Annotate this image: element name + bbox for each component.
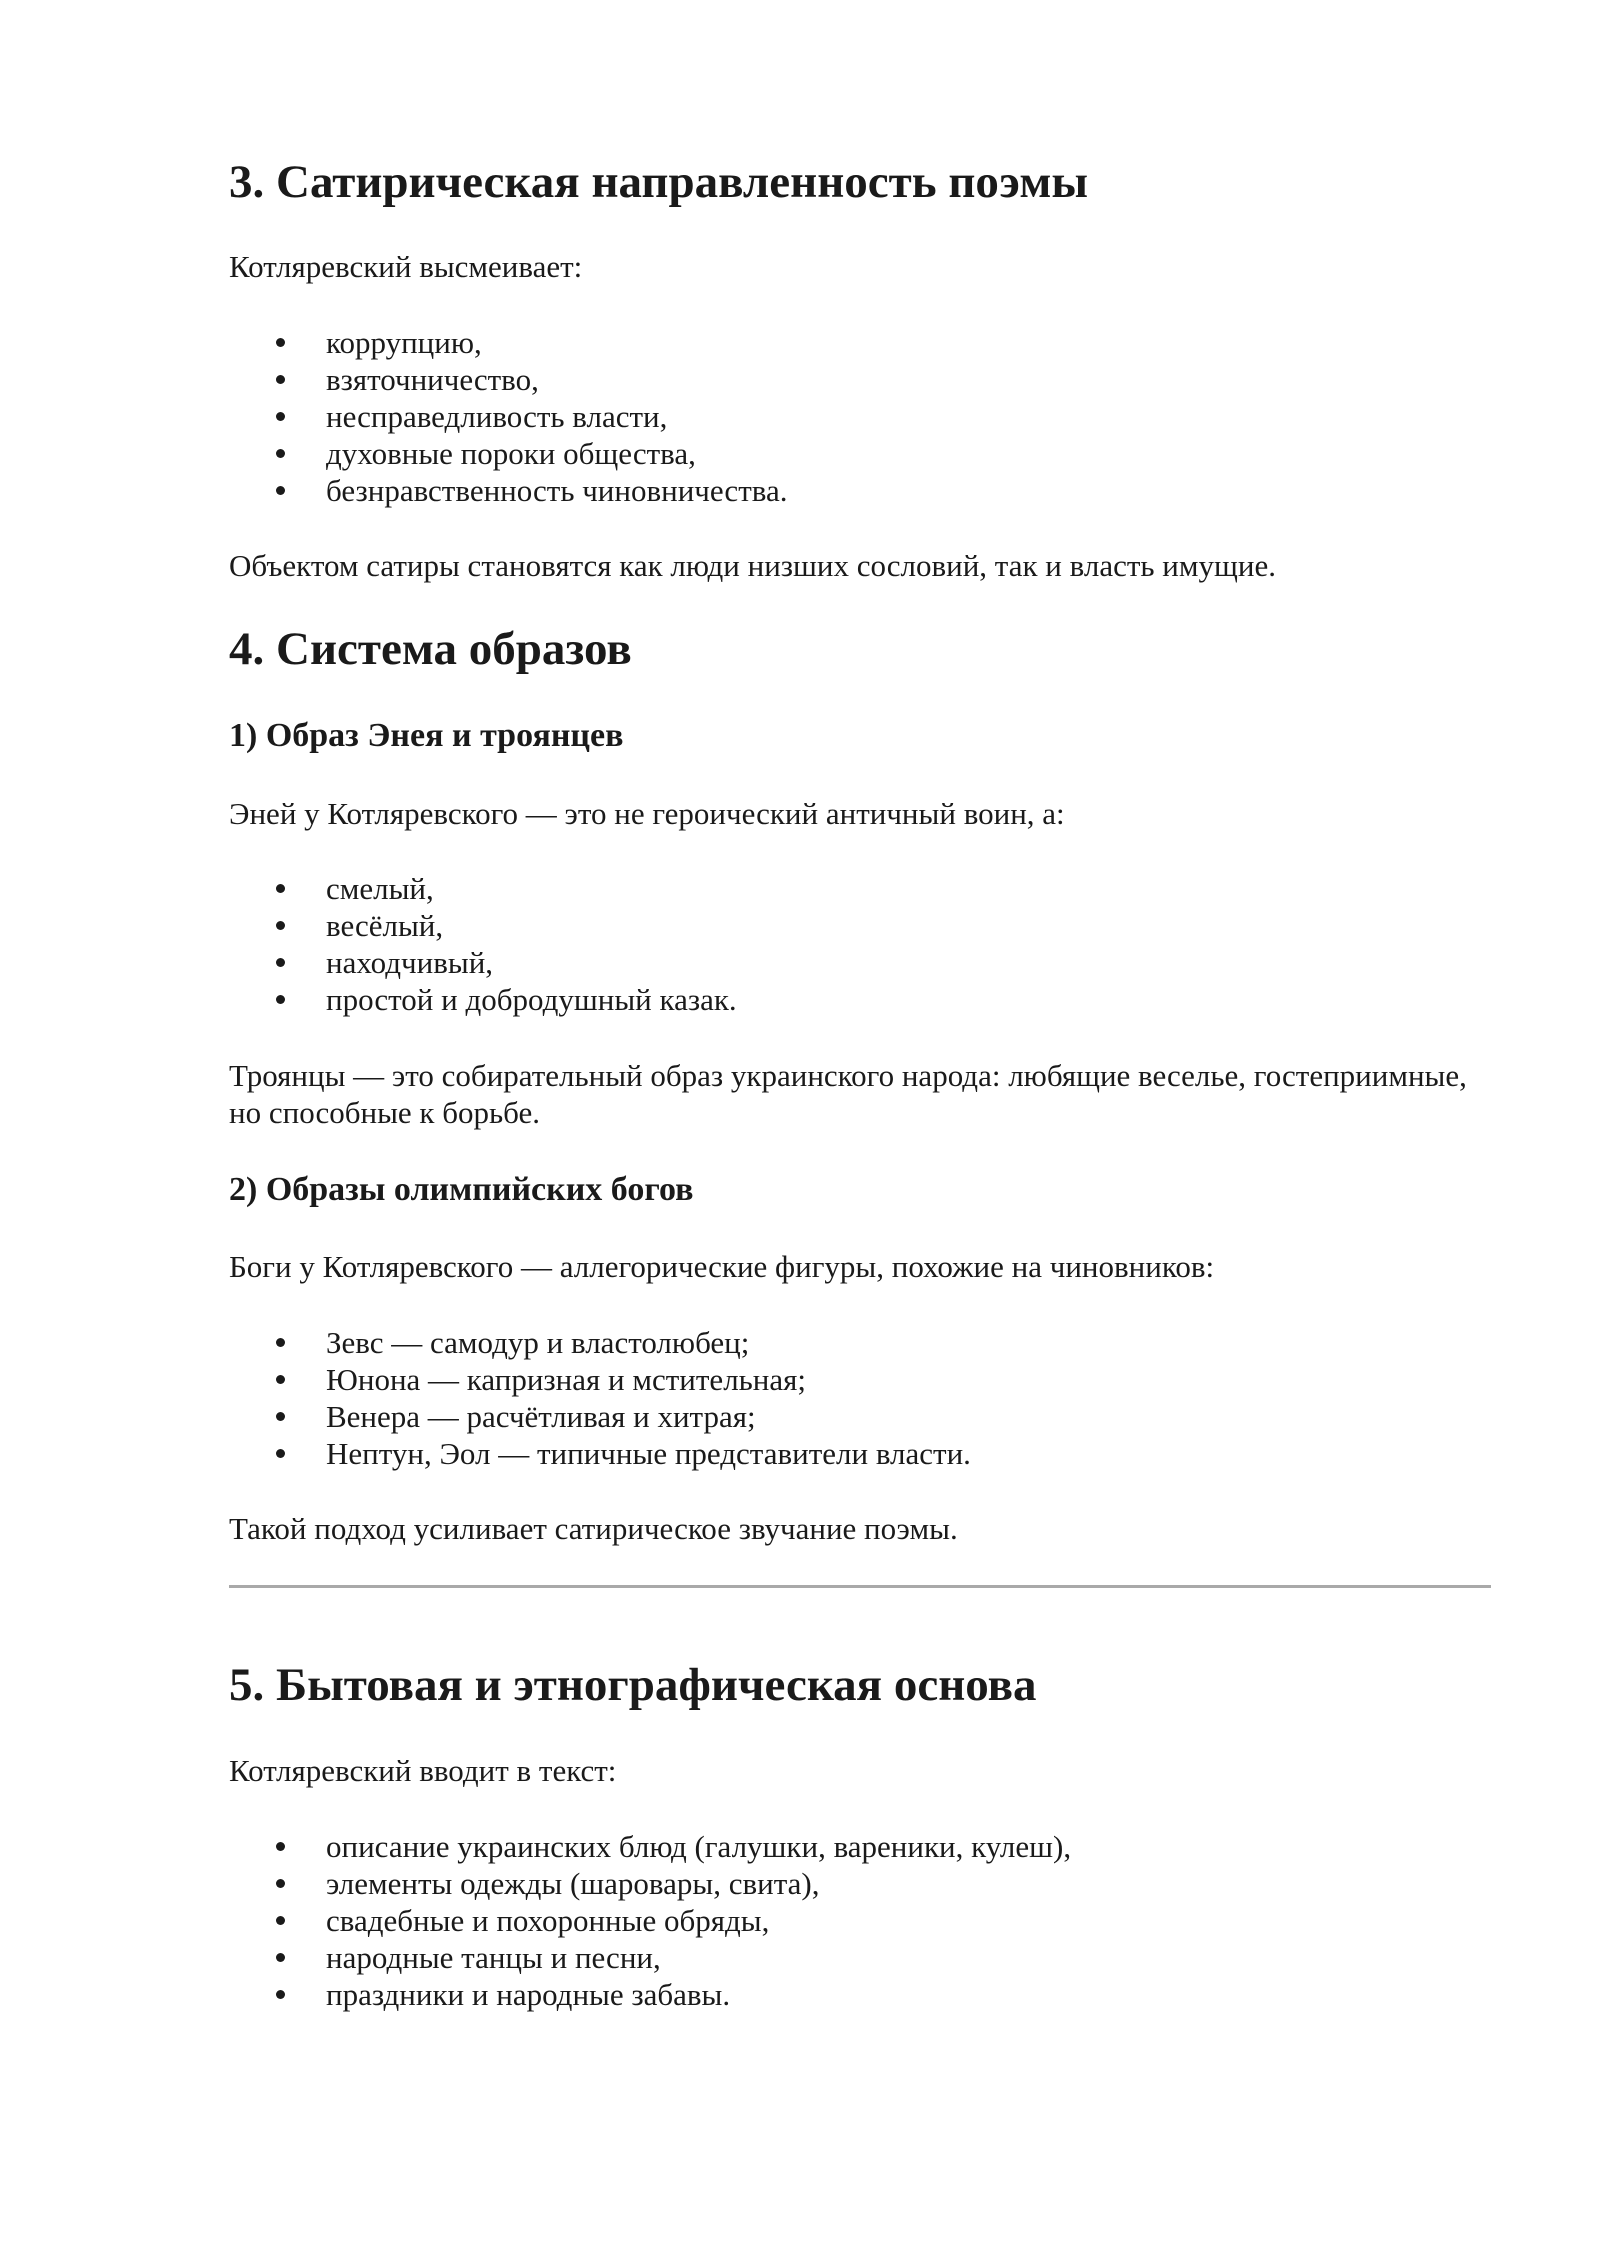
- section-5-heading: 5. Бытовая и этнографическая основа: [229, 1659, 1037, 1711]
- list-item-text: праздники и народные забавы.: [326, 1977, 731, 2012]
- subsection-1-list: [229, 870, 737, 1018]
- list-item-text: простой и добродушный казак.: [326, 982, 737, 1017]
- bullet-icon: [276, 1916, 285, 1925]
- list-item-text: весёлый,: [326, 908, 444, 943]
- bullet-icon: [276, 412, 285, 421]
- list-item-text: Нептун, Эол — типичные представители власти.: [326, 1436, 971, 1471]
- bullet-icon: [276, 921, 285, 930]
- subsection-2-conclusion: Такой подход усиливает сатирическое звучание поэмы.: [229, 1511, 958, 1546]
- bullet-icon: [276, 338, 285, 347]
- list-item: [229, 870, 737, 907]
- list-item-text: элементы одежды (шаровары, свита),: [326, 1866, 820, 1901]
- list-item: [229, 435, 787, 472]
- list-item-text: народные танцы и песни,: [326, 1940, 661, 1975]
- list-item: [229, 1976, 1071, 2013]
- section-3-list: [229, 324, 787, 509]
- list-item: [229, 1361, 971, 1398]
- list-item: [229, 1435, 971, 1472]
- bullet-icon: [276, 1412, 285, 1421]
- bullet-icon: [276, 1953, 285, 1962]
- list-item: [229, 1828, 1071, 1865]
- list-item: [229, 1902, 1071, 1939]
- bullet-icon: [276, 375, 285, 384]
- list-item: [229, 361, 787, 398]
- subsection-1-conclusion: Троянцы — это собирательный образ украинского народа: любящие веселье, гостеприимные, но способные к борьбе.: [229, 1058, 1467, 1130]
- list-item-text: смелый,: [326, 871, 434, 906]
- subsection-2-list: [229, 1324, 971, 1472]
- list-item-text: описание украинских блюд (галушки, вареники, кулеш),: [326, 1829, 1072, 1864]
- section-5-list: [229, 1828, 1071, 2013]
- bullet-icon: [276, 884, 285, 893]
- list-item: [229, 324, 787, 361]
- list-item-text: безнравственность чиновничества.: [326, 473, 788, 508]
- list-item: [229, 472, 787, 509]
- bullet-icon: [276, 1338, 285, 1347]
- subsection-1-intro: Эней у Котляревского — это не героический античный воин, а:: [229, 796, 1065, 831]
- list-item-text: свадебные и похоронные обряды,: [326, 1903, 770, 1938]
- subsection-1-heading: 1) Образ Энея и троянцев: [229, 717, 624, 754]
- subsection-2-heading: 2) Образы олимпийских богов: [229, 1171, 694, 1208]
- bullet-icon: [276, 1449, 285, 1458]
- list-item: [229, 398, 787, 435]
- bullet-icon: [276, 449, 285, 458]
- list-item: [229, 1939, 1071, 1976]
- bullet-icon: [276, 486, 285, 495]
- section-3-conclusion: Объектом сатиры становятся как люди низших сословий, так и власть имущие.: [229, 548, 1276, 583]
- section-4-heading: 4. Система образов: [229, 623, 632, 675]
- section-3-intro: Котляревский высмеивает:: [229, 249, 583, 284]
- list-item-text: несправедливость власти,: [326, 399, 668, 434]
- list-item: [229, 1398, 971, 1435]
- list-item-text: Венера — расчётливая и хитрая;: [326, 1399, 756, 1434]
- horizontal-divider: [229, 1585, 1491, 1588]
- section-3-heading: 3. Сатирическая направленность поэмы: [229, 156, 1089, 208]
- bullet-icon: [276, 995, 285, 1004]
- subsection-2-intro: Боги у Котляревского — аллегорические фигуры, похожие на чиновников:: [229, 1249, 1215, 1284]
- list-item-text: духовные пороки общества,: [326, 436, 696, 471]
- list-item-text: Зевс — самодур и властолюбец;: [326, 1325, 750, 1360]
- list-item: [229, 981, 737, 1018]
- list-item: [229, 1865, 1071, 1902]
- bullet-icon: [276, 1879, 285, 1888]
- list-item-text: находчивый,: [326, 945, 494, 980]
- bullet-icon: [276, 1375, 285, 1384]
- list-item: [229, 1324, 971, 1361]
- bullet-icon: [276, 1990, 285, 1999]
- list-item-text: Юнона — капризная и мстительная;: [326, 1362, 807, 1397]
- bullet-icon: [276, 958, 285, 967]
- list-item: [229, 907, 737, 944]
- list-item-text: взяточничество,: [326, 362, 539, 397]
- bullet-icon: [276, 1842, 285, 1851]
- list-item: [229, 944, 737, 981]
- list-item-text: коррупцию,: [326, 325, 482, 360]
- section-5-intro: Котляревский вводит в текст:: [229, 1753, 617, 1788]
